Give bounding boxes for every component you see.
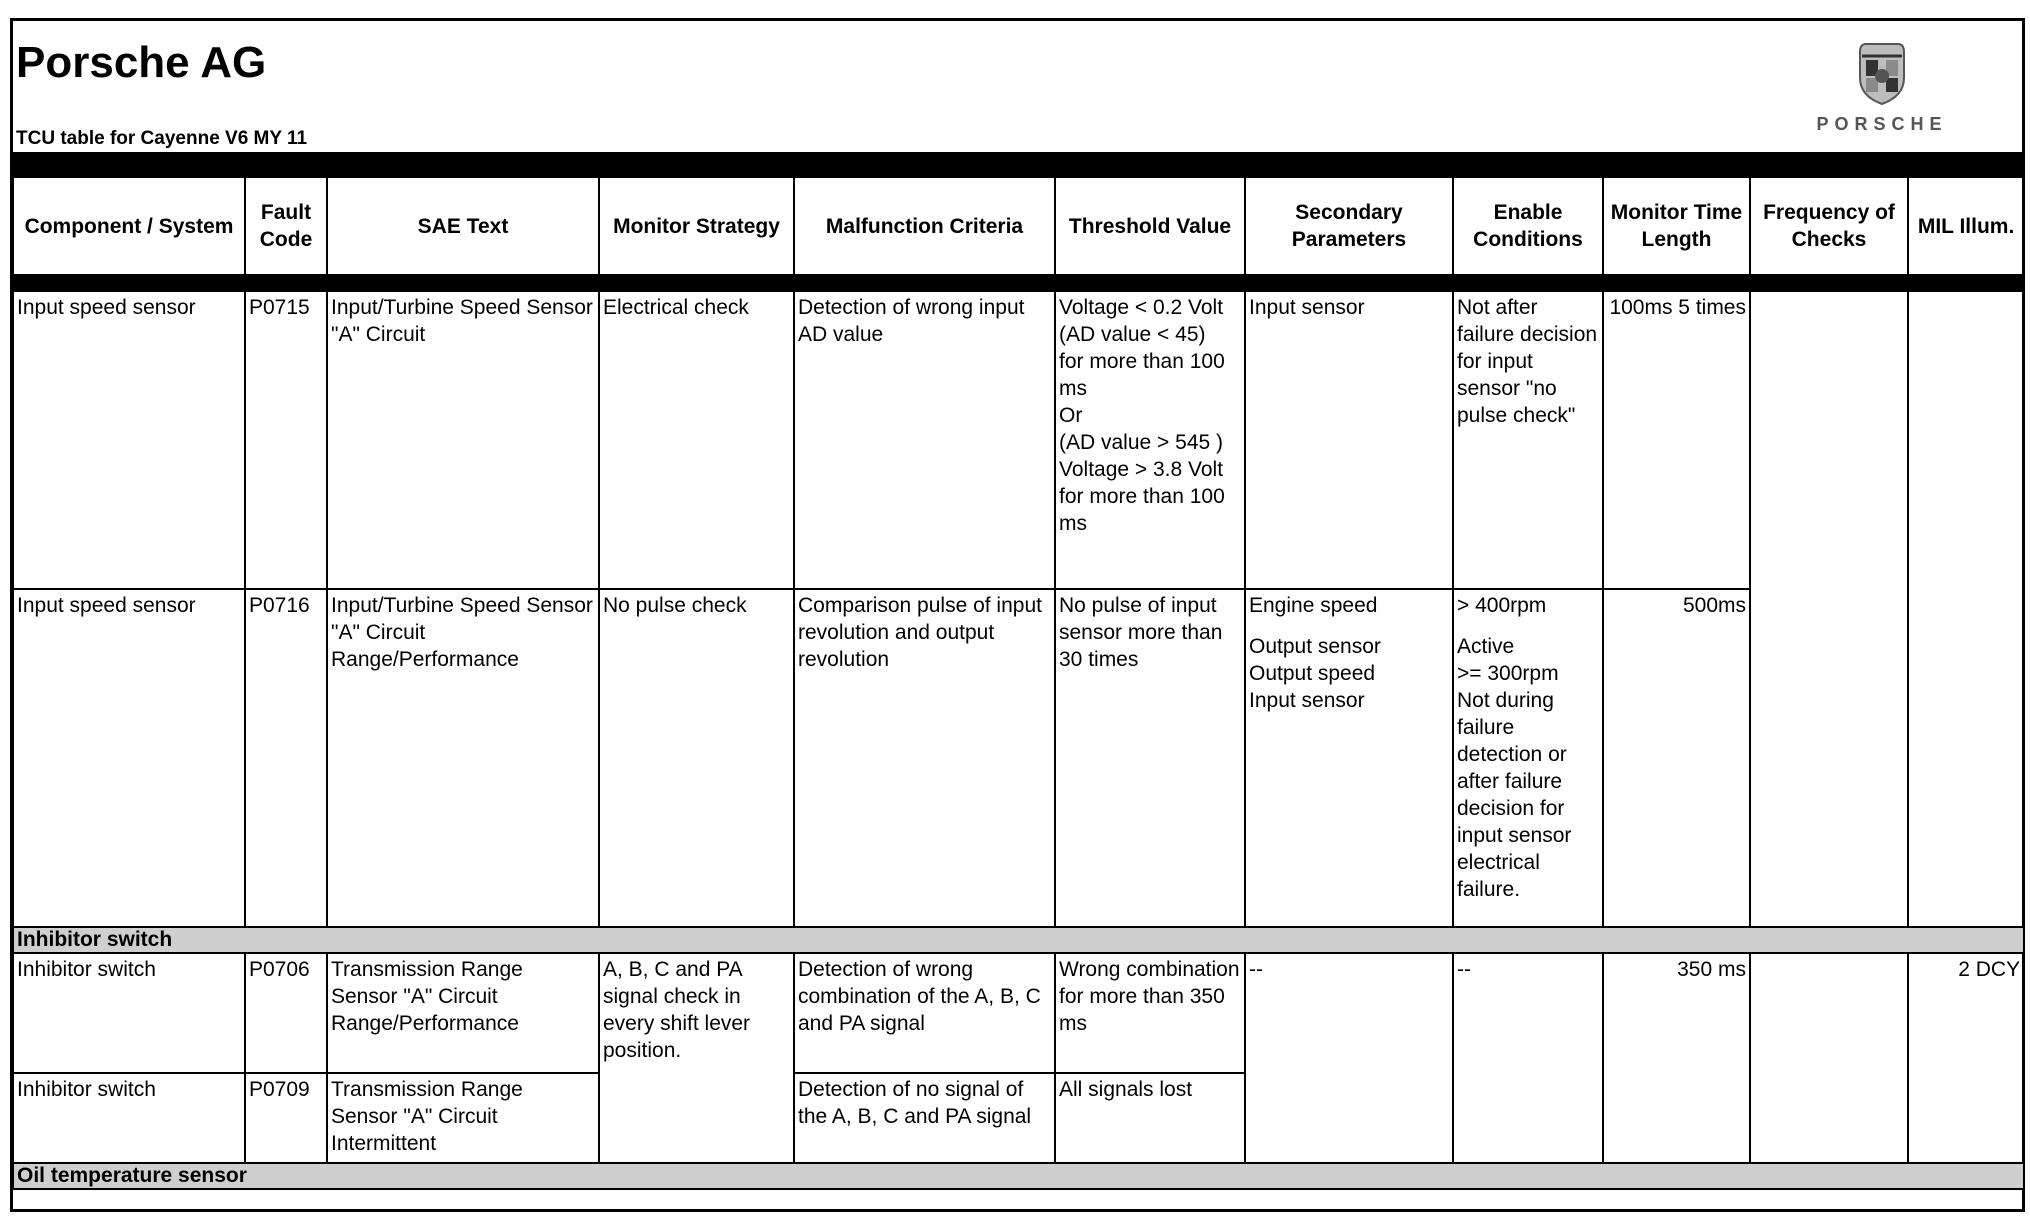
- cell-monitor-strategy: No pulse check: [599, 589, 794, 927]
- cell-malfunction-criteria: Detection of no signal of the A, B, C and PA signal: [794, 1073, 1055, 1163]
- porsche-crest-icon: [1860, 44, 1904, 104]
- cell-monitor-time: 100ms 5 times: [1603, 291, 1750, 589]
- section-title: Oil temperature sensor: [13, 1163, 2024, 1189]
- cell-enable-conditions: --: [1453, 953, 1603, 1163]
- tcu-table: [12, 152, 2025, 1190]
- cell-secondary-parameters: --: [1245, 953, 1453, 1163]
- secondary-param-primary: Engine speed: [1249, 594, 1378, 617]
- cell-sae-text: Transmission Range Sensor "A" Circuit Intermittent: [327, 1073, 599, 1163]
- column-header: Monitor Time Length: [1603, 177, 1750, 275]
- company-title: Porsche AG: [16, 38, 267, 87]
- column-header: Frequency of Checks: [1750, 177, 1908, 275]
- column-header: SAE Text: [327, 177, 599, 275]
- column-header: Secondary Parameters: [1245, 177, 1453, 275]
- table-row: [13, 953, 2024, 1073]
- document-subtitle: TCU table for Cayenne V6 MY 11: [16, 128, 308, 149]
- section-title: Inhibitor switch: [13, 927, 2024, 953]
- enable-condition-list: Active >= 300rpm Not during failure detection or after failure decision for input sensor electrical failure.: [1457, 635, 1572, 901]
- cell-mil: [1908, 291, 2024, 927]
- cell-monitor-strategy: Electrical check: [599, 291, 794, 589]
- cell-sae-text: Input/Turbine Speed Sensor "A" Circuit: [327, 291, 599, 589]
- cell-fault-code: P0709: [245, 1073, 327, 1163]
- cell-enable-conditions: [1453, 589, 1603, 927]
- column-header: Malfunction Criteria: [794, 177, 1055, 275]
- cell-sae-text: Input/Turbine Speed Sensor "A" Circuit Range/Performance: [327, 589, 599, 927]
- cell-sae-text: Transmission Range Sensor "A" Circuit Range/Performance: [327, 953, 599, 1073]
- cell-component: Inhibitor switch: [13, 953, 245, 1073]
- cell-threshold-value: Wrong combination for more than 350 ms: [1055, 953, 1245, 1073]
- cell-threshold-value: All signals lost: [1055, 1073, 1245, 1163]
- section-row-oil-temperature: [13, 1163, 2024, 1189]
- cell-secondary-parameters: Input sensor: [1245, 291, 1453, 589]
- column-header: Threshold Value: [1055, 177, 1245, 275]
- cell-mil: 2 DCY: [1908, 953, 2024, 1163]
- cell-fault-code: P0716: [245, 589, 327, 927]
- section-row-inhibitor: [13, 927, 2024, 953]
- cell-malfunction-criteria: Comparison pulse of input revolution and output revolution: [794, 589, 1055, 927]
- table-header-row: [13, 177, 2024, 275]
- cell-secondary-parameters: [1245, 589, 1453, 927]
- cell-malfunction-criteria: Detection of wrong combination of the A, B, C and PA signal: [794, 953, 1055, 1073]
- cell-threshold-value: No pulse of input sensor more than 30 times: [1055, 589, 1245, 927]
- cell-threshold-value: Voltage < 0.2 Volt (AD value < 45) for more than 100 ms Or (AD value > 545 ) Voltage > 3.8 Volt for more than 100 ms: [1055, 291, 1245, 589]
- cell-monitor-time: 500ms: [1603, 589, 1750, 927]
- cell-fault-code: P0706: [245, 953, 327, 1073]
- table-row: [13, 291, 2024, 589]
- column-header: Component / System: [13, 177, 245, 275]
- cell-component: Input speed sensor: [13, 589, 245, 927]
- cell-monitor-strategy: A, B, C and PA signal check in every shift lever position.: [599, 953, 794, 1163]
- cell-component: Input speed sensor: [13, 291, 245, 589]
- column-header: Enable Conditions: [1453, 177, 1603, 275]
- cell-monitor-time: 350 ms: [1603, 953, 1750, 1163]
- table-row: [13, 589, 2024, 927]
- porsche-logo: [1770, 38, 1994, 138]
- enable-condition-primary: > 400rpm: [1457, 594, 1547, 617]
- cell-enable-conditions: Not after failure decision for input sensor "no pulse check": [1453, 291, 1603, 589]
- cell-frequency: [1750, 953, 1908, 1163]
- cell-frequency: [1750, 291, 1908, 927]
- header-top-bar: [13, 153, 2024, 177]
- column-header: MIL Illum.: [1908, 177, 2024, 275]
- column-header: Monitor Strategy: [599, 177, 794, 275]
- column-header: Fault Code: [245, 177, 327, 275]
- secondary-param-list: Output sensor Output speed Input sensor: [1249, 635, 1381, 712]
- header-bottom-bar: [13, 275, 2024, 291]
- cell-malfunction-criteria: Detection of wrong input AD value: [794, 291, 1055, 589]
- porsche-logo-text: PORSCHE: [1816, 114, 1948, 134]
- cell-fault-code: P0715: [245, 291, 327, 589]
- cell-component: Inhibitor switch: [13, 1073, 245, 1163]
